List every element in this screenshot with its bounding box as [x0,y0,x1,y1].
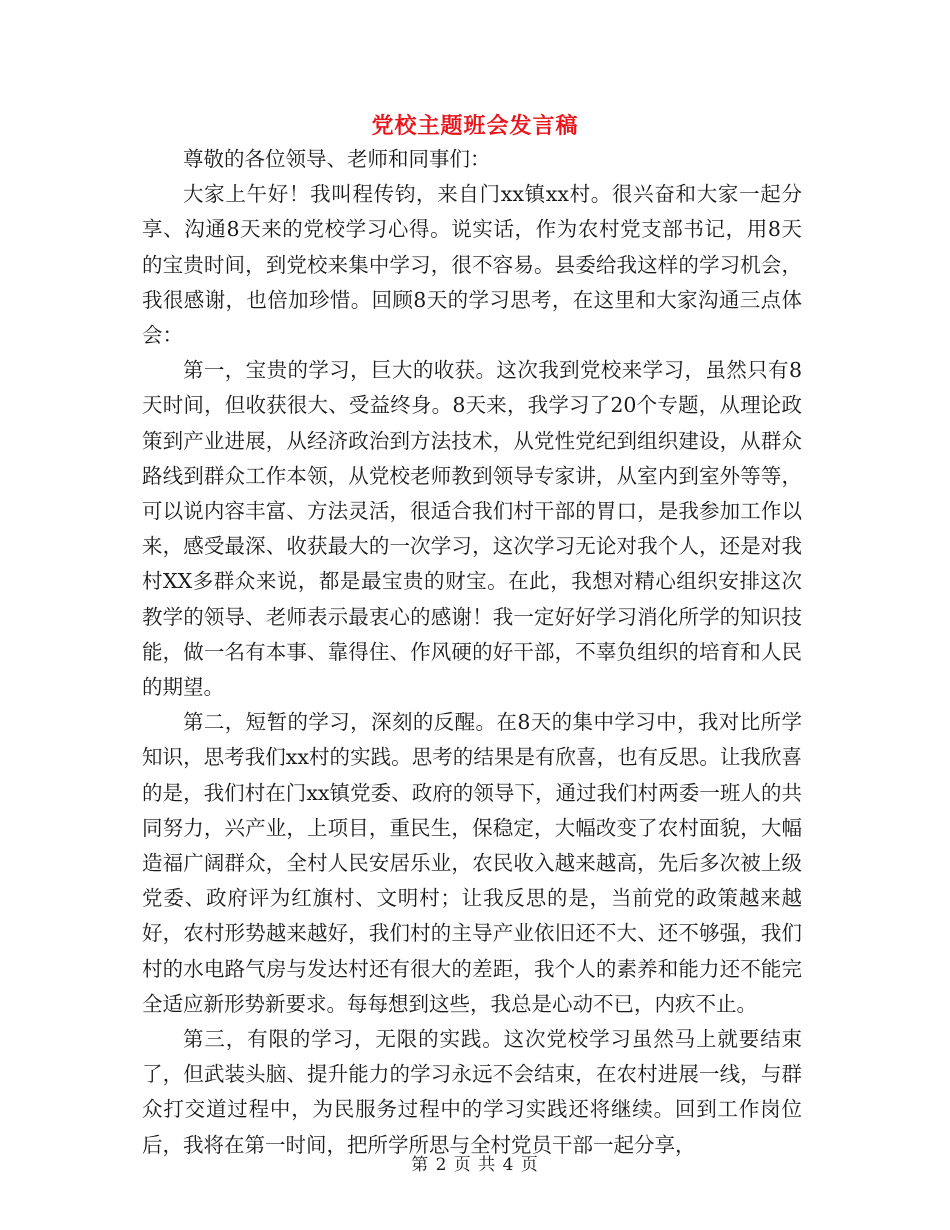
page-number-footer: 第 2 页 共 4 页 [411,1155,539,1175]
paragraph-first-point: 第一，宝贵的学习，巨大的收获。这次我到党校来学习，虽然只有8天时间，但收获很大、受益终身。8天来，我学习了20个专题，从理论政策到产业进展，从经济政治到方法技术，从党性党纪到组织建设，从群众路线到群众工作本领，从党校老师教到领导专家讲，从室内到室外等等，可以说内容丰富、方法灵活，很适合我们村干部的胃口，是我参加工作以来，感受最深、收获最大的一次学习，这次学习无论对我个人，还是对我村XX多群众来说，都是最宝贵的财宝。在此，我想对精心组织安排这次教学的领导、老师表示最衷心的感谢！我一定好好学习消化所学的知识技能，做一名有本事、靠得住、作风硬的好干部，不辜负组织的培育和人民的期望。 [142,358,802,700]
paragraph-intro: 大家上午好！我叫程传钧，来自门xx镇xx村。很兴奋和大家一起分享、沟通8天来的党校学习心得。说实话，作为农村党支部书记，用8天的宝贵时间，到党校来集中学习，很不容易。县委给我这样的学习机会，我很感谢，也倍加珍惜。回顾8天的学习思考，在这里和大家沟通三点体会： [142,182,802,348]
document-title: 党校主题班会发言稿 [371,113,579,139]
paragraph-salutation: 尊敬的各位领导、老师和同事们： [183,147,491,171]
paragraph-third-point: 第三，有限的学习，无限的实践。这次党校学习虽然马上就要结束了，但武装头脑、提升能力的学习永远不会结束，在农村进展一线，与群众打交道过程中，为民服务过程中的学习实践还将继续。回到工作岗位后，我将在第一时间，把所学所思与全村党员干部一起分享， [142,1027,802,1157]
document-body [142,142,802,1163]
paragraph-second-point: 第二，短暂的学习，深刻的反醒。在8天的集中学习中，我对比所学知识，思考我们xx村的实践。思考的结果是有欣喜，也有反思。让我欣喜的是，我们村在门xx镇党委、政府的领导下，通过我们村两委一班人的共同努力，兴产业，上项目，重民生，保稳定，大幅改变了农村面貌，大幅造福广阔群众，全村人民安居乐业，农民收入越来越高，先后多次被上级党委、政府评为红旗村、文明村；让我反思的是，当前党的政策越来越好，农村形势越来越好，我们村的主导产业依旧还不大、还不够强，我们村的水电路气房与发达村还有很大的差距，我个人的素养和能力还不能完全适应新形势新要求。每每想到这些，我总是心动不已，内疚不止。 [142,710,802,1016]
